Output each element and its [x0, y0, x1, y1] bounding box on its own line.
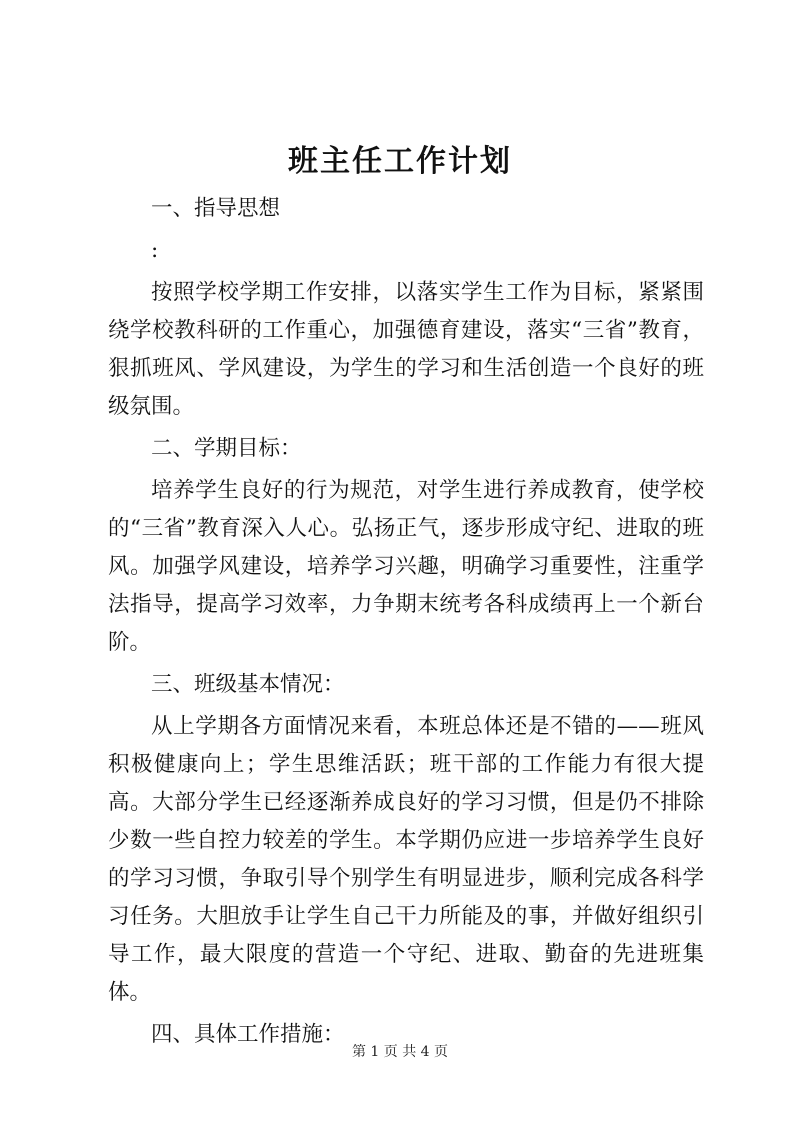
section-heading-guiding-thought: 一、指导思想 [151, 196, 281, 221]
section-heading-work-measures: 四、具体工作措施： [151, 1022, 345, 1047]
colon-line: : [151, 238, 159, 263]
paragraph-guiding-thought: 按照学校学期工作安排，以落实学生工作为目标，紧紧围绕学校教科研的工作重心，加强德育建设，落实“三省”教育，狠抓班风、学风建设，为学生的学习和生活创造一个良好的班级氛围。 [108, 280, 704, 419]
section-heading-class-situation: 三、班级基本情况： [151, 672, 345, 697]
document-body [108, 190, 704, 1058]
paragraph-semester-goals: 培养学生良好的行为规范，对学生进行养成教育，使学校的“三省”教育深入人心。弘扬正气，逐步形成守纪、进取的班风。加强学风建设，培养学习兴趣，明确学习重要性，注重学法指导，提高学习效率，力争期末统考各科成绩再上一个新台阶。 [108, 478, 704, 655]
section-heading-semester-goals: 二、学期目标： [151, 436, 302, 461]
document-title: 班主任工作计划 [288, 144, 512, 179]
page-footer: 第 1 页 共 4 页 [351, 1044, 449, 1060]
paragraph-class-situation: 从上学期各方面情况来看，本班总体还是不错的——班风积极健康向上；学生思维活跃；班干部的工作能力有很大提高。大部分学生已经逐渐养成良好的学习习惯，但是仍不排除少数一些自控力较差的学生。本学期仍应进一步培养学生良好的学习习惯，争取引导个别学生有明显进步，顺利完成各科学习任务。大胆放手让学生自己干力所能及的事，并做好组织引导工作，最大限度的营造一个守纪、进取、勤奋的先进班集体。 [108, 714, 704, 1005]
